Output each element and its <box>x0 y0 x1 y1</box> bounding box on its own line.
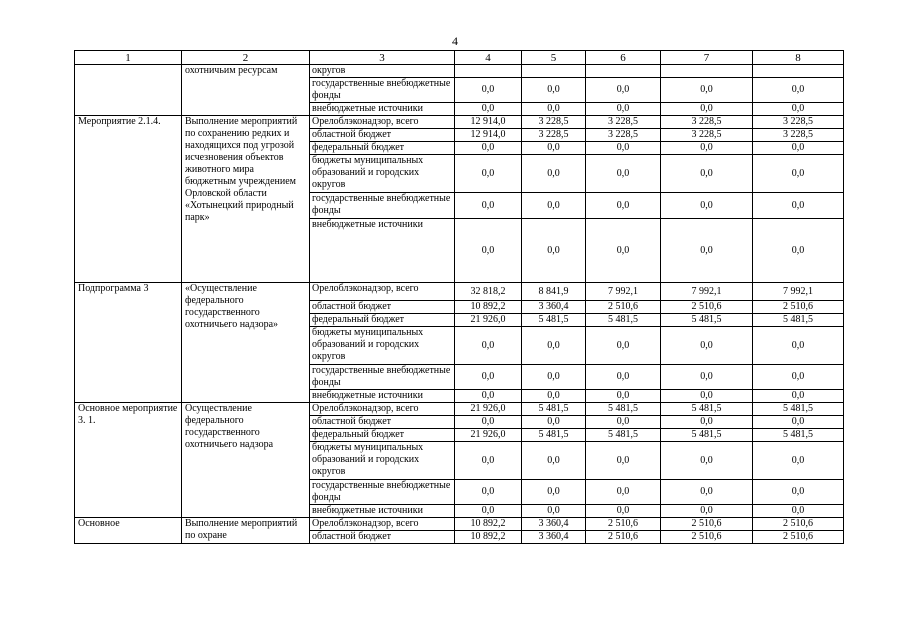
value-cell: 0,0 <box>753 505 844 518</box>
funding-source-cell: областной бюджет <box>310 416 455 429</box>
value-cell: 2 510,6 <box>753 301 844 314</box>
value-cell: 0,0 <box>586 142 661 155</box>
table-row <box>75 116 844 129</box>
value-cell: 3 360,4 <box>522 531 586 544</box>
funding-source-cell: областной бюджет <box>310 301 455 314</box>
funding-source-cell: областной бюджет <box>310 531 455 544</box>
program-name-cell: охотничьим ресурсам <box>182 65 310 116</box>
funding-source-cell: внебюджетные источники <box>310 219 455 283</box>
value-cell: 3 228,5 <box>753 129 844 142</box>
funding-source-cell: Орелоблэконадзор, всего <box>310 116 455 129</box>
funding-source-cell: федеральный бюджет <box>310 142 455 155</box>
value-cell: 3 360,4 <box>522 518 586 531</box>
program-name-cell: Выполнение мероприятий по сохранению редких и находящихся под угрозой исчезновения объектов животного мира бюджетным учреждением Орловской области «Хотынецкий природный парк» <box>182 116 310 283</box>
program-code-cell: Мероприятие 2.1.4. <box>75 116 182 283</box>
value-cell: 32 818,2 <box>455 283 522 301</box>
column-header: 1 <box>75 51 182 65</box>
value-cell: 0,0 <box>455 193 522 219</box>
funding-source-cell: бюджеты муниципальных образований и городских округов <box>310 327 455 365</box>
value-cell: 2 510,6 <box>586 518 661 531</box>
funding-source-cell: бюджеты муниципальных образований и городских округов <box>310 155 455 193</box>
value-cell: 0,0 <box>586 193 661 219</box>
value-cell: 0,0 <box>661 219 753 283</box>
value-cell: 0,0 <box>661 78 753 103</box>
value-cell: 0,0 <box>586 219 661 283</box>
value-cell: 2 510,6 <box>753 518 844 531</box>
value-cell: 0,0 <box>586 416 661 429</box>
value-cell: 5 481,5 <box>586 403 661 416</box>
value-cell: 2 510,6 <box>661 531 753 544</box>
funding-source-cell: внебюджетные источники <box>310 390 455 403</box>
value-cell: 3 228,5 <box>522 129 586 142</box>
value-cell: 7 992,1 <box>586 283 661 301</box>
value-cell: 0,0 <box>586 480 661 505</box>
value-cell: 5 481,5 <box>661 314 753 327</box>
value-cell: 0,0 <box>661 155 753 193</box>
value-cell: 0,0 <box>586 442 661 480</box>
value-cell: 0,0 <box>586 155 661 193</box>
header-row <box>75 51 844 65</box>
value-cell: 0,0 <box>522 327 586 365</box>
value-cell: 8 841,9 <box>522 283 586 301</box>
value-cell: 0,0 <box>586 78 661 103</box>
budget-table <box>74 50 844 544</box>
value-cell: 0,0 <box>586 505 661 518</box>
value-cell: 0,0 <box>522 103 586 116</box>
value-cell: 0,0 <box>522 78 586 103</box>
value-cell: 2 510,6 <box>661 301 753 314</box>
value-cell: 0,0 <box>661 365 753 390</box>
value-cell: 3 228,5 <box>522 116 586 129</box>
funding-source-cell: государственные внебюджетные фонды <box>310 480 455 505</box>
value-cell: 0,0 <box>455 480 522 505</box>
value-cell: 12 914,0 <box>455 129 522 142</box>
value-cell: 0,0 <box>522 442 586 480</box>
value-cell: 3 360,4 <box>522 301 586 314</box>
value-cell <box>455 65 522 78</box>
value-cell: 0,0 <box>522 155 586 193</box>
funding-source-cell: внебюджетные источники <box>310 103 455 116</box>
value-cell: 0,0 <box>455 142 522 155</box>
funding-source-cell: Орелоблэконадзор, всего <box>310 518 455 531</box>
value-cell: 0,0 <box>753 480 844 505</box>
value-cell <box>586 65 661 78</box>
value-cell: 0,0 <box>522 193 586 219</box>
value-cell: 0,0 <box>455 416 522 429</box>
value-cell: 0,0 <box>661 505 753 518</box>
value-cell: 0,0 <box>661 193 753 219</box>
value-cell: 0,0 <box>455 442 522 480</box>
column-header: 3 <box>310 51 455 65</box>
value-cell: 0,0 <box>586 390 661 403</box>
value-cell: 5 481,5 <box>586 314 661 327</box>
value-cell: 7 992,1 <box>661 283 753 301</box>
value-cell: 7 992,1 <box>753 283 844 301</box>
value-cell: 0,0 <box>661 390 753 403</box>
value-cell: 5 481,5 <box>753 314 844 327</box>
program-name-cell: Выполнение мероприятий по охране <box>182 518 310 544</box>
value-cell: 12 914,0 <box>455 116 522 129</box>
value-cell: 0,0 <box>661 142 753 155</box>
funding-source-cell: областной бюджет <box>310 129 455 142</box>
value-cell: 3 228,5 <box>586 129 661 142</box>
value-cell: 0,0 <box>455 103 522 116</box>
value-cell: 10 892,2 <box>455 518 522 531</box>
funding-source-cell: Орелоблэконадзор, всего <box>310 403 455 416</box>
column-header: 8 <box>753 51 844 65</box>
value-cell: 0,0 <box>753 193 844 219</box>
value-cell: 0,0 <box>753 103 844 116</box>
value-cell: 0,0 <box>522 480 586 505</box>
value-cell: 0,0 <box>753 78 844 103</box>
column-header: 7 <box>661 51 753 65</box>
value-cell: 0,0 <box>455 365 522 390</box>
value-cell: 0,0 <box>753 390 844 403</box>
funding-source-cell: государственные внебюджетные фонды <box>310 193 455 219</box>
value-cell: 2 510,6 <box>661 518 753 531</box>
funding-source-cell: Орелоблэконадзор, всего <box>310 283 455 301</box>
value-cell: 21 926,0 <box>455 429 522 442</box>
table-row <box>75 403 844 416</box>
value-cell: 0,0 <box>661 416 753 429</box>
value-cell: 5 481,5 <box>753 429 844 442</box>
value-cell: 0,0 <box>753 327 844 365</box>
value-cell: 0,0 <box>753 219 844 283</box>
funding-source-cell: внебюджетные источники <box>310 505 455 518</box>
value-cell: 3 228,5 <box>753 116 844 129</box>
value-cell: 0,0 <box>586 103 661 116</box>
funding-source-cell: федеральный бюджет <box>310 429 455 442</box>
value-cell: 5 481,5 <box>522 314 586 327</box>
value-cell: 0,0 <box>455 155 522 193</box>
table-row <box>75 283 844 301</box>
program-code-cell: Подпрограмма 3 <box>75 283 182 403</box>
value-cell <box>753 65 844 78</box>
funding-source-cell: федеральный бюджет <box>310 314 455 327</box>
value-cell: 0,0 <box>522 416 586 429</box>
value-cell: 3 228,5 <box>586 116 661 129</box>
value-cell: 0,0 <box>522 390 586 403</box>
value-cell: 0,0 <box>661 480 753 505</box>
value-cell: 0,0 <box>522 365 586 390</box>
value-cell <box>522 65 586 78</box>
value-cell: 21 926,0 <box>455 314 522 327</box>
value-cell: 5 481,5 <box>661 403 753 416</box>
program-name-cell: «Осуществление федерального государственного охотничьего надзора» <box>182 283 310 403</box>
value-cell: 0,0 <box>586 365 661 390</box>
value-cell: 10 892,2 <box>455 301 522 314</box>
value-cell: 0,0 <box>455 327 522 365</box>
value-cell: 5 481,5 <box>753 403 844 416</box>
value-cell: 5 481,5 <box>586 429 661 442</box>
value-cell <box>661 65 753 78</box>
table-row <box>75 518 844 531</box>
funding-source-cell: бюджеты муниципальных образований и городских округов <box>310 442 455 480</box>
page-number: 4 <box>452 34 458 48</box>
value-cell: 21 926,0 <box>455 403 522 416</box>
program-code-cell: Основное мероприятие 3. 1. <box>75 403 182 518</box>
value-cell: 0,0 <box>753 365 844 390</box>
program-code-cell: Основное <box>75 518 182 544</box>
value-cell: 2 510,6 <box>753 531 844 544</box>
value-cell: 0,0 <box>455 505 522 518</box>
value-cell: 0,0 <box>522 219 586 283</box>
value-cell: 3 228,5 <box>661 116 753 129</box>
value-cell: 0,0 <box>522 505 586 518</box>
value-cell: 0,0 <box>455 390 522 403</box>
program-name-cell: Осуществление федерального государственного охотничьего надзора <box>182 403 310 518</box>
value-cell: 0,0 <box>586 327 661 365</box>
program-code-cell <box>75 65 182 116</box>
value-cell: 2 510,6 <box>586 301 661 314</box>
value-cell: 0,0 <box>753 142 844 155</box>
value-cell: 0,0 <box>661 103 753 116</box>
value-cell: 3 228,5 <box>661 129 753 142</box>
value-cell: 5 481,5 <box>522 403 586 416</box>
value-cell: 5 481,5 <box>522 429 586 442</box>
value-cell: 5 481,5 <box>661 429 753 442</box>
value-cell: 0,0 <box>455 219 522 283</box>
value-cell: 10 892,2 <box>455 531 522 544</box>
funding-source-cell: государственные внебюджетные фонды <box>310 78 455 103</box>
funding-source-cell: государственные внебюджетные фонды <box>310 365 455 390</box>
value-cell: 0,0 <box>753 442 844 480</box>
value-cell: 0,0 <box>753 416 844 429</box>
value-cell: 0,0 <box>522 142 586 155</box>
table-row <box>75 65 844 78</box>
value-cell: 0,0 <box>661 327 753 365</box>
value-cell: 0,0 <box>455 78 522 103</box>
value-cell: 2 510,6 <box>586 531 661 544</box>
column-header: 4 <box>455 51 522 65</box>
column-header: 2 <box>182 51 310 65</box>
value-cell: 0,0 <box>753 155 844 193</box>
column-header: 5 <box>522 51 586 65</box>
column-header: 6 <box>586 51 661 65</box>
funding-source-cell: округов <box>310 65 455 78</box>
value-cell: 0,0 <box>661 442 753 480</box>
